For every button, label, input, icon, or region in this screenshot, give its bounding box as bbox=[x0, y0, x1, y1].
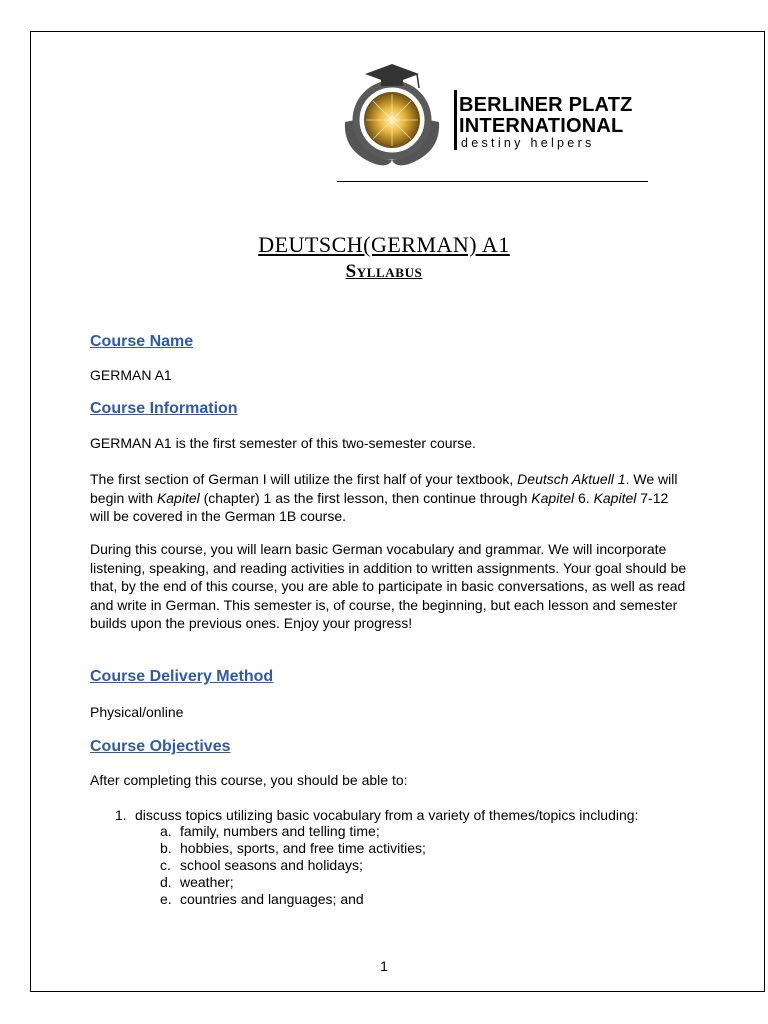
heading-course-delivery: Course Delivery Method bbox=[90, 668, 274, 685]
sub-list-item: e. countries and languages; and bbox=[160, 891, 364, 907]
document-title: DEUTSCH(GERMAN) A1 bbox=[258, 232, 510, 257]
course-info-paragraph-3: During this course, you will learn basic German vocabulary and grammar. We will incorporate listening, speaking, and reading activities in addition to written assignments. Your goal should be that, by the end of this course, you are able to participate in basic conversations, as well as read and write in German. This semester is, of course, the beginning, but each lesson and semester builds upon the previous ones. Enjoy your progress! bbox=[90, 541, 687, 631]
course-objectives-intro: After completing this course, you should be able to: bbox=[90, 772, 408, 788]
sub-list-item: c. school seasons and holidays; bbox=[160, 857, 363, 873]
page-number: 1 bbox=[380, 958, 388, 974]
sub-list-item: a. family, numbers and telling time; bbox=[160, 823, 380, 839]
course-info-paragraph-1: GERMAN A1 is the first semester of this two-semester course. bbox=[90, 435, 476, 451]
logo-divider bbox=[454, 90, 457, 150]
list-item: 1. discuss topics utilizing basic vocabulary from a variety of themes/topics including: bbox=[115, 807, 639, 823]
heading-course-objectives: Course Objectives bbox=[90, 738, 231, 755]
sub-list-item: d. weather; bbox=[160, 874, 234, 890]
course-delivery-text: Physical/online bbox=[90, 704, 184, 720]
logo-text-line1: BERLINER PLATZ bbox=[459, 94, 633, 116]
course-info-paragraph-2: The first section of German I will utilize the first half of your textbook, Deutsch Aktuell 1. We will begin with Kapitel (chapter) 1 as the first lesson, then continue through Kapitel 6. Kapitel 7-12 will be covered in the German 1B course. bbox=[90, 471, 678, 524]
document-subtitle: Syllabus bbox=[345, 261, 423, 282]
logo-tagline: destiny helpers bbox=[461, 136, 595, 150]
heading-course-name: Course Name bbox=[90, 333, 194, 350]
logo-text-line2: INTERNATIONAL bbox=[459, 115, 624, 137]
heading-course-information: Course Information bbox=[90, 400, 238, 417]
sub-list-item: b. hobbies, sports, and free time activities; bbox=[160, 840, 426, 856]
course-name-text: GERMAN A1 bbox=[90, 367, 172, 383]
logo-emblem-icon bbox=[337, 60, 447, 170]
logo-underline-rule bbox=[337, 181, 648, 182]
logo bbox=[337, 60, 648, 182]
